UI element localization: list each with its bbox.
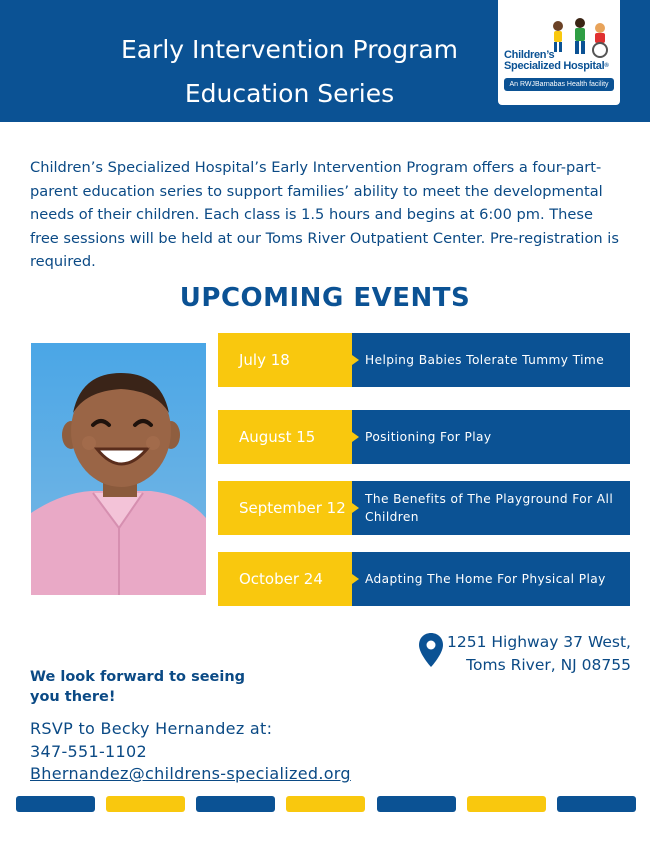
rsvp-phone: 347-551-1102 [30,741,147,761]
event-date: October 24 [218,552,352,606]
closing-message: We look forward to seeing you there! [30,669,246,705]
page-title [92,28,487,116]
rsvp-block [30,718,390,786]
hospital-tagline: An RWJBarnabas Health facility [504,78,614,91]
address-street: 1251 Highway 37 West, [447,633,631,651]
hospital-name-line2: Specialized Hospital [504,60,605,72]
event-date: July 18 [218,333,352,387]
hospital-name [504,50,616,72]
event-title: The Benefits of The Playground For All Children [352,481,630,535]
event-row [218,333,630,387]
footer-stripe [377,796,456,812]
footer-stripe [467,796,546,812]
event-row [218,410,630,464]
event-row [218,552,630,606]
hospital-logo [498,0,620,105]
event-date: August 15 [218,410,352,464]
footer-stripe [557,796,636,812]
page-title-line1: Early Intervention Program [120,35,459,64]
header-banner [0,0,650,122]
rsvp-label: RSVP to Becky Hernandez at: [30,719,273,738]
registered-mark: ® [604,63,609,69]
events-heading: UPCOMING EVENTS [179,283,471,313]
event-title: Positioning For Play [352,410,630,464]
child-photo [31,343,206,595]
intro-paragraph: Children’s Specialized Hospital’s Early Intervention Program offers a four-part-parent education series to support families’ ability to meet the developmental needs of their children. Each class is 1.5 hours and begins at 6:00 pm. These free sessions will be held at our Toms River Outpatient Center. Pre-registration is required. [30,159,619,270]
arrow-right-icon [352,355,359,365]
event-title: Helping Babies Tolerate Tummy Time [352,333,630,387]
rsvp-email-link[interactable]: Bhernandez@childrens-specialized.org [30,764,351,783]
footer-stripe [16,796,95,812]
footer-stripe [196,796,275,812]
arrow-right-icon [352,432,359,442]
smiling-child-image [31,343,206,595]
event-date: September 12 [218,481,352,535]
footer-stripe [106,796,185,812]
hospital-name-line1: Children’s [504,49,555,61]
address-city: Toms River, NJ 08755 [466,656,631,674]
page-title-line2: Education Series [184,79,395,108]
event-row [218,481,630,535]
arrow-right-icon [352,503,359,513]
footer-stripe [286,796,365,812]
location-pin-icon [418,632,444,668]
event-title: Adapting The Home For Physical Play [352,552,630,606]
arrow-right-icon [352,574,359,584]
